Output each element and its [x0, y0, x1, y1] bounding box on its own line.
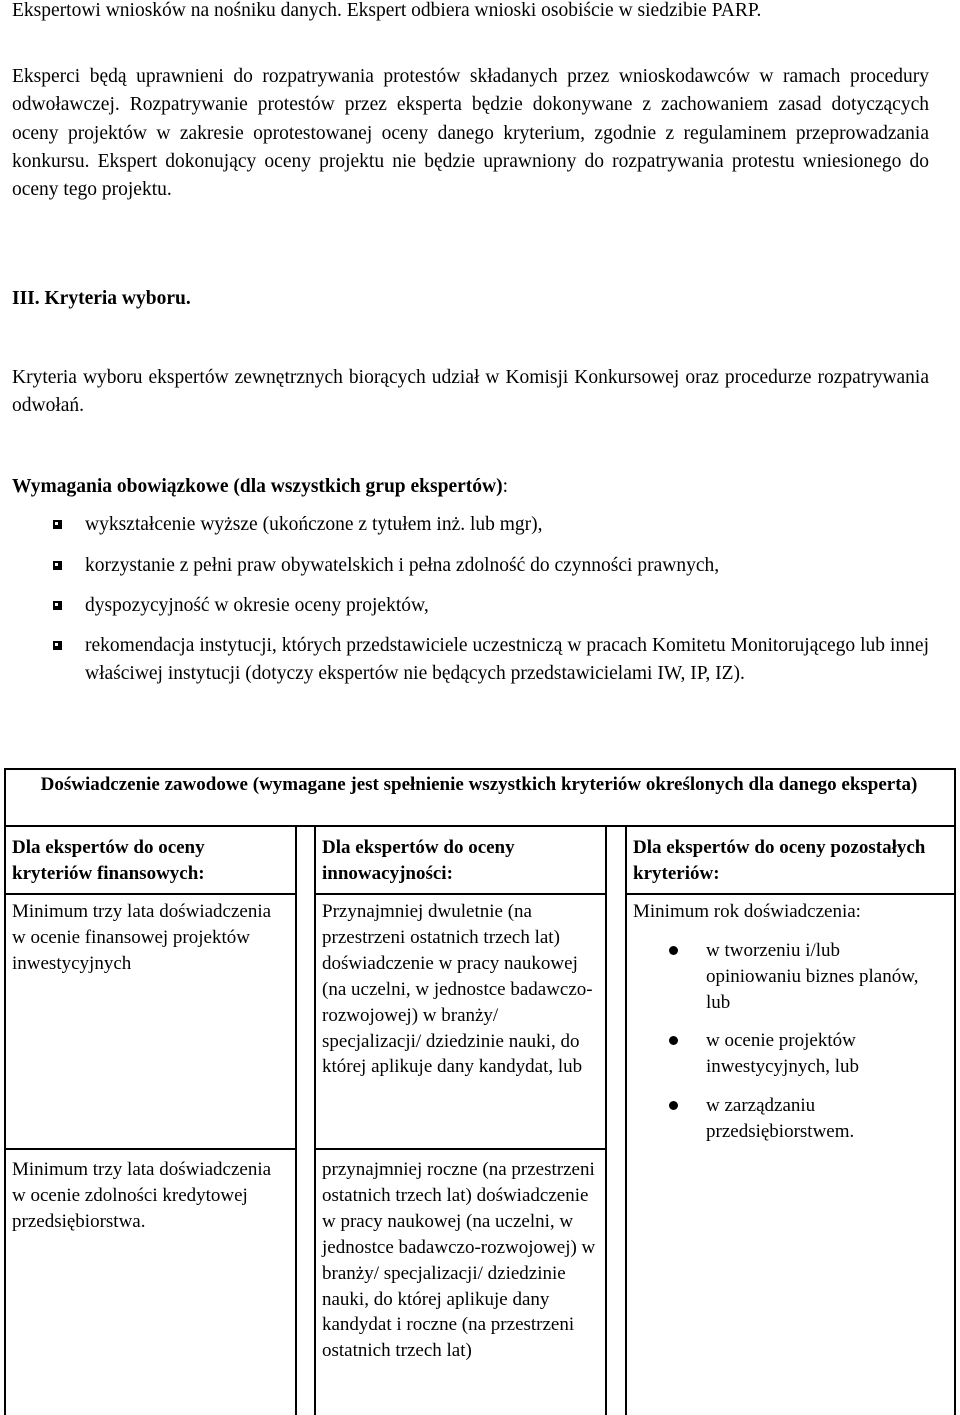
table-cell: Minimum trzy lata doświadczenia w ocenie finansowej projektów inwestycyjnych — [12, 901, 272, 974]
column-head-innovation: Dla ekspertów do oceny innowacyjności: — [322, 837, 515, 884]
table-cell: Przynajmniej dwuletnie (na przestrzeni ostatnich trzech lat) doświadczenie w pracy naukowej (na uczelni, w jednostce badawczo-rozwojowej) w branży/ specjalizacji/ dziedzinie nauki, do której aplikuje dany kandydat, lub — [322, 901, 593, 1078]
section-intro: Kryteria wyboru ekspertów zewnętrznych biorących udział w Komisji Konkursowej oraz procedurze rozpatrywania odwołań. — [12, 367, 929, 417]
intro-line: Ekspertowi wniosków na nośniku danych. Ekspert odbiera wnioski osobiście w siedzibie PARP. — [12, 0, 762, 21]
list-item-text: korzystanie z pełni praw obywatelskich i pełna zdolność do czynności prawnych, — [85, 555, 720, 576]
square-bullet-icon — [53, 520, 62, 529]
procedure-paragraph: Eksperci będą uprawnieni do rozpatrywania protestów składanych przez wnioskodawców w ramach procedury odwoławczej. Rozpatrywanie protestów przez eksperta będzie dokonywane z zachowaniem zasad dotyczących oceny projektów w zakresie oprotestowanej oceny danego kryterium, zgodnie z regulaminem przeprowadzania konkursu. Ekspert dokonujący oceny projektu nie będzie uprawniony do rozpatrywania protestu wniesionego do oceny tego projektu. — [12, 66, 929, 201]
requirements-heading-text: Wymagania obowiązkowe (dla wszystkich grup ekspertów) — [12, 476, 503, 497]
table-header: Doświadczenie zawodowe (wymagane jest spełnienie wszystkich kryteriów określonych dla danego eksperta) — [40, 774, 918, 795]
square-bullet-icon — [53, 601, 62, 610]
table-cell: przynajmniej roczne (na przestrzeni ostatnich trzech lat) doświadczenie w pracy naukowej (na uczelni, w jednostce badawczo-rozwojowej) w branży/ specjalizacji/ dziedzinie nauki, do której aplikuje dany kandydat i roczne (na przestrzeni ostatnich trzech lat) — [322, 1159, 596, 1362]
table-cell: Minimum trzy lata doświadczenia w ocenie zdolności kredytowej przedsiębiorstwa. — [12, 1159, 272, 1232]
list-item-text: w zarządzaniu przedsiębiorstwem. — [706, 1095, 855, 1142]
list-item-text: rekomendacja instytucji, których przedstawiciele uczestniczą w pracach Komitetu Monitorującego lub innej właściwej instytucji (dotyczy ekspertów nie będących przedstawicielami IW, IP, IZ). — [85, 635, 929, 685]
section-heading: III. Kryteria wyboru. — [12, 288, 191, 309]
column-head-financial: Dla ekspertów do oceny kryteriów finansowych: — [12, 837, 205, 884]
requirements-heading-colon: : — [502, 476, 508, 497]
list-item-text: w tworzeniu i/lub opiniowaniu biznes planów, lub — [706, 940, 919, 1013]
table-cell: Minimum rok doświadczenia: — [633, 901, 861, 922]
bullet-icon — [669, 946, 678, 955]
square-bullet-icon — [53, 641, 62, 650]
list-item-text: dyspozycyjność w okresie oceny projektów, — [85, 595, 429, 616]
bullet-icon — [669, 1036, 678, 1045]
list-item-text: w ocenie projektów inwestycyjnych, lub — [706, 1030, 860, 1077]
list-item-text: wykształcenie wyższe (ukończone z tytułem inż. lub mgr), — [85, 514, 543, 535]
column-head-other: Dla ekspertów do oceny pozostałych kryteriów: — [633, 837, 926, 884]
square-bullet-icon — [53, 561, 62, 570]
requirements-heading — [12, 473, 508, 501]
bullet-icon — [669, 1101, 678, 1110]
